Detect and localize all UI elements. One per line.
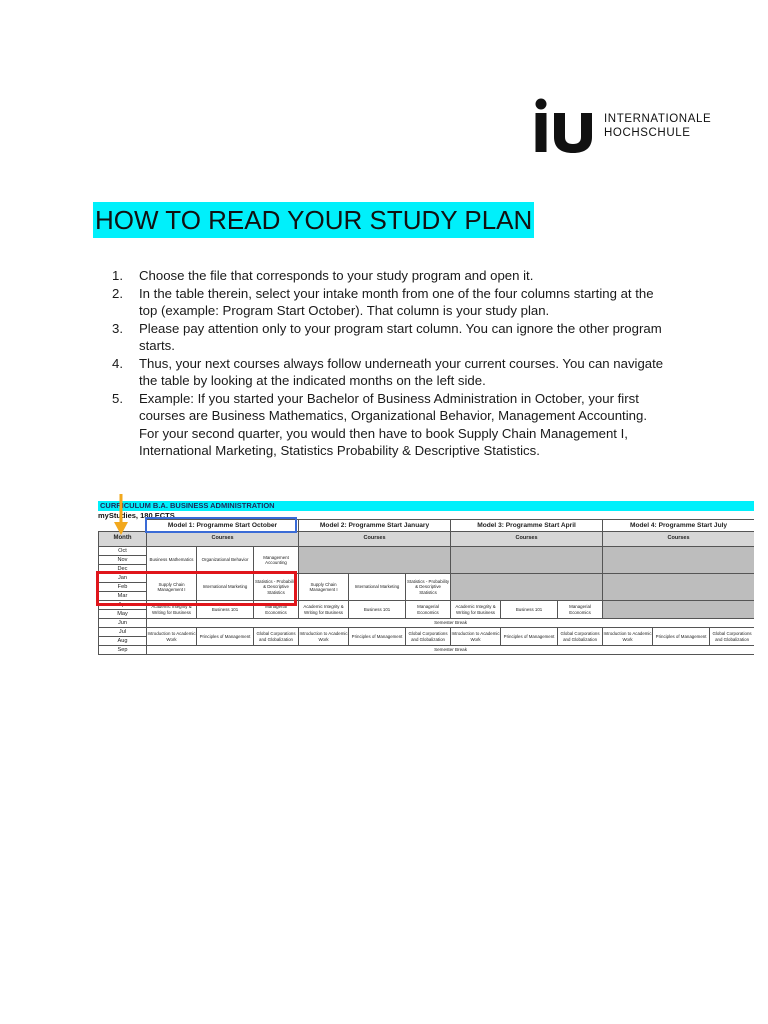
table-row bbox=[99, 646, 755, 655]
course-cell: Global Corporations and Globalization bbox=[406, 628, 451, 646]
curriculum-title: CURRICULUM B.A. BUSINESS ADMINISTRATION bbox=[98, 501, 754, 511]
course-cell: Academic Integrity & Writing for Business bbox=[147, 601, 197, 619]
course-cell: Statistics - Probability & Descriptive Statistics bbox=[406, 574, 451, 601]
month-cell: Nov bbox=[99, 556, 147, 565]
course-cell: Introduction to Academic Work bbox=[451, 628, 501, 646]
iu-logo bbox=[534, 98, 734, 154]
course-cell: Supply Chain Management I bbox=[299, 574, 349, 601]
step-text: Please pay attention only to your program start column. You can ignore the other program starts. bbox=[139, 320, 662, 353]
instruction-list bbox=[112, 267, 667, 460]
step-text: In the table therein, select your intake month from one of the four columns starting at the top (example: Program Start October). That column is your study plan. bbox=[139, 285, 654, 318]
model-header: Model 3: Programme Start April bbox=[451, 520, 603, 532]
course-cell: Academic Integrity & Writing for Business bbox=[451, 601, 501, 619]
model-1-highlight-box bbox=[145, 517, 297, 533]
table-row bbox=[99, 547, 755, 556]
month-cell: Jul bbox=[99, 628, 147, 637]
month-cell: Jun bbox=[99, 619, 147, 628]
courses-header: Courses bbox=[299, 532, 451, 547]
step-text: Choose the file that corresponds to your study program and open it. bbox=[139, 268, 534, 283]
course-cell: Introduction to Academic Work bbox=[299, 628, 349, 646]
courses-header: Courses bbox=[451, 532, 603, 547]
empty-cell bbox=[603, 574, 754, 601]
logo-line-2: HOCHSCHULE bbox=[604, 127, 691, 139]
instruction-step bbox=[112, 267, 667, 285]
course-cell: Academic Integrity & Writing for Business bbox=[299, 601, 349, 619]
month-cell: Aug bbox=[99, 637, 147, 646]
courses-header: Courses bbox=[147, 532, 299, 547]
course-cell: Managerial Economics bbox=[254, 601, 299, 619]
course-cell: Managerial Economics bbox=[406, 601, 451, 619]
course-cell: Principles of Management bbox=[197, 628, 254, 646]
model-header: Model 1: Programme Start October bbox=[147, 520, 299, 532]
courses-header: Courses bbox=[603, 532, 754, 547]
empty-cell bbox=[603, 601, 754, 619]
step-text: Example: If you started your Bachelor of Business Administration in October, your first courses are Business Mathematics, Organizational Behavior, Management Accounting. For your second quarter, you would then have to book Supply Chain Management I, International Marketing, Statistics Probability & Descriptive Statistics. bbox=[139, 390, 647, 458]
course-cell: Global Corporations and Globalization bbox=[254, 628, 299, 646]
month-header: Month bbox=[99, 532, 147, 547]
down-arrow-icon bbox=[113, 494, 129, 536]
course-cell: Global Corporations and Globalization bbox=[558, 628, 603, 646]
second-quarter-highlight-box bbox=[96, 571, 297, 606]
table-row bbox=[99, 619, 755, 628]
page-title: HOW TO READ YOUR STUDY PLAN bbox=[93, 202, 534, 238]
table-row bbox=[99, 532, 755, 547]
logo-line-1: INTERNATIONALE bbox=[604, 113, 712, 125]
semester-break: Semester Break bbox=[147, 646, 755, 655]
course-cell: Business 101 bbox=[349, 601, 406, 619]
iu-logo-mark bbox=[534, 98, 596, 154]
course-cell: Business Mathematics bbox=[147, 547, 197, 574]
model-header: Model 4: Programme Start July bbox=[603, 520, 754, 532]
instruction-step bbox=[112, 285, 667, 320]
course-cell: Managerial Economics bbox=[558, 601, 603, 619]
instruction-step bbox=[112, 320, 667, 355]
course-cell: Management Accounting bbox=[254, 547, 299, 574]
empty-cell bbox=[451, 547, 603, 574]
semester-break: Semester Break bbox=[147, 619, 755, 628]
month-cell: Dec bbox=[99, 565, 147, 574]
course-cell: Principles of Management bbox=[653, 628, 710, 646]
table-row bbox=[99, 628, 755, 637]
step-number: 4. bbox=[112, 355, 123, 371]
month-cell: Oct bbox=[99, 547, 147, 556]
step-number: 2. bbox=[112, 285, 123, 301]
course-cell: Principles of Management bbox=[501, 628, 558, 646]
empty-cell bbox=[299, 547, 451, 574]
step-text: Thus, your next courses always follow underneath your current courses. You can navigate the table by looking at the indicated months on the left side. bbox=[139, 355, 664, 388]
course-cell: Principles of Management bbox=[349, 628, 406, 646]
model-header: Model 2: Programme Start January bbox=[299, 520, 451, 532]
instruction-step bbox=[112, 390, 667, 460]
course-cell: International Marketing bbox=[197, 574, 254, 601]
course-cell: Introduction to Academic Work bbox=[603, 628, 653, 646]
course-cell: Global Corporations and Globalization bbox=[710, 628, 754, 646]
course-cell: Supply Chain Management I bbox=[147, 574, 197, 601]
step-number: 5. bbox=[112, 390, 123, 406]
empty-cell bbox=[603, 547, 754, 574]
month-cell: Mar bbox=[99, 592, 147, 601]
month-cell: Feb bbox=[99, 583, 147, 592]
empty-cell bbox=[451, 574, 603, 601]
logo-wordmark bbox=[604, 112, 711, 140]
course-cell: Business 101 bbox=[197, 601, 254, 619]
instruction-step bbox=[112, 355, 667, 390]
course-cell: Introduction to Academic Work bbox=[147, 628, 197, 646]
course-cell: Statistics - Probability & Descriptive Statistics bbox=[254, 574, 299, 601]
course-cell: Business 101 bbox=[501, 601, 558, 619]
step-number: 1. bbox=[112, 268, 123, 283]
step-number: 3. bbox=[112, 320, 123, 336]
month-cell: Apr bbox=[99, 601, 147, 610]
course-cell: Organizational Behavior bbox=[197, 547, 254, 574]
course-cell: International Marketing bbox=[349, 574, 406, 601]
month-cell: May bbox=[99, 610, 147, 619]
curriculum-subtitle: myStudies, 180 ECTS bbox=[98, 511, 175, 520]
month-cell: Jan bbox=[99, 574, 147, 583]
month-cell: Sep bbox=[99, 646, 147, 655]
